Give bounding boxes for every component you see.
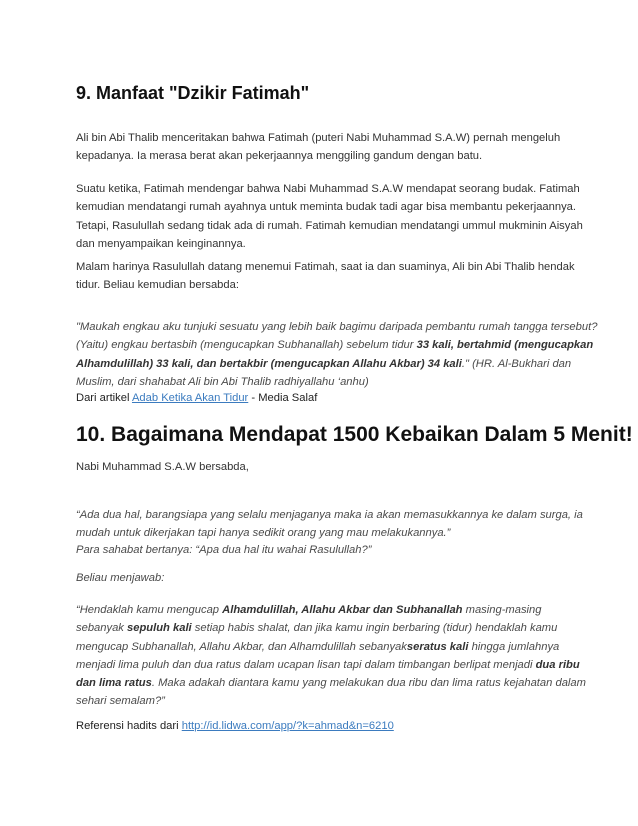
text-line: hingga jumlahnya [468, 640, 560, 653]
text-line: dan menyampaikan keinginannya. [76, 237, 246, 250]
text-line: Tetapi, Rasulullah sedang tidak ada di rumah. Fatimah kemudian mendatangi ummul mukminin Aisyah [76, 219, 583, 232]
paragraph-story [76, 180, 606, 253]
paragraph-night [76, 258, 606, 295]
bold-text: Alhamdulillah) 33 kali, dan bertakbir (mengucapkan Allahu Akbar) 34 kali [76, 357, 462, 370]
reference-link[interactable]: http://id.lidwa.com/app/?k=ahmad&n=6210 [181, 720, 394, 732]
text-line: ." (HR. Al-Bukhari dan [461, 357, 572, 370]
bold-text: Alhamdulillah, Allahu Akbar dan Subhanallah [222, 604, 463, 616]
companions-question: Para sahabat bertanya: “Apa dua hal itu wahai Rasulullah?” [76, 544, 372, 556]
text-line: Muslim, dari shahabat Ali bin Abi Thalib radhiyallahu ‘anhu) [76, 375, 369, 388]
prophet-answer-intro: Beliau menjawab: [76, 572, 165, 584]
prophet-answer [76, 601, 606, 711]
bold-text: 33 kali, bertahmid (mengucapkan [416, 339, 594, 352]
text-line: (Yaitu) engkau bertasbih (mengucapkan Subhanallah) sebelum tidur [76, 339, 417, 352]
bold-text: sepuluh kali [127, 622, 192, 635]
text-line: Malam harinya Rasulullah datang menemui Fatimah, saat ia dan suaminya, Ali bin Abi Thalib hendak [76, 261, 575, 273]
article-link[interactable]: Adab Ketika Akan Tidur [131, 392, 249, 404]
text-line: “Hendaklah kamu mengucap [76, 604, 223, 616]
text-line: tidur. Beliau kemudian bersabda: [76, 279, 239, 292]
source-suffix: - Media Salaf [248, 392, 318, 404]
reference-prefix: Referensi hadits dari [76, 720, 182, 732]
bold-text: seratus kali [406, 640, 469, 653]
text-line: “Ada dua hal, barangsiapa yang selalu menjaganya maka ia akan memasukkannya ke dalam surga, ia [76, 509, 583, 521]
text-line: menjadi lima puluh dan dua ratus dalam ucapan lisan tapi dalam timbangan berlipat menjadi [76, 658, 536, 671]
text-line: setiap habis shalat, dan jika kamu ingin berbaring (tidur) hendaklah kamu [191, 622, 558, 635]
text-line: Ali bin Abi Thalib menceritakan bahwa Fatimah (puteri Nabi Muhammad S.A.W) pernah mengeluh [76, 132, 561, 144]
section-9-heading: 9. Manfaat "Dzikir Fatimah" [76, 83, 310, 103]
text-line: . Maka adakah diantara kamu yang melakukan dua ribu dan lima ratus kejahatan dalam [151, 677, 586, 690]
bold-text: dan lima ratus [76, 677, 152, 690]
source-prefix: Dari artikel [76, 392, 132, 404]
reference-line [76, 717, 606, 735]
text-line: sehari semalam?” [76, 695, 165, 708]
bold-text: dua ribu [535, 658, 580, 671]
paragraph-intro-10: Nabi Muhammad S.A.W bersabda, [76, 461, 249, 473]
text-line: kepadanya. Ia merasa berat akan pekerjaannya menggiling gandum dengan batu. [76, 150, 483, 163]
text-line: masing-masing [462, 604, 542, 616]
text-line: kemudian mendatangi rumah ayahnya untuk meminta budak tadi agar bisa membantu pekerjaannya. [76, 201, 577, 214]
text-line: Suatu ketika, Fatimah mendengar bahwa Nabi Muhammad S.A.W mendapat seorang budak. Fatimah [76, 183, 580, 195]
source-line [76, 389, 606, 407]
text-line: mengucap Subhanallah, Allahu Akbar, dan Alhamdulillah sebanyak [76, 640, 407, 653]
hadith-quote [76, 318, 606, 391]
text-line: sebanyak [76, 622, 127, 635]
section-10-heading: 10. Bagaimana Mendapat 1500 Kebaikan Dalam 5 Menit! [76, 423, 633, 446]
hadith-quote-1 [76, 506, 606, 543]
paragraph-intro [76, 129, 606, 166]
text-line: mudah untuk dikerjakan tapi hanya sedikit orang yang mau melakukannya.” [76, 527, 451, 540]
text-line: "Maukah engkau aku tunjuki sesuatu yang lebih baik bagimu daripada pembantu rumah tangga tersebut? [76, 321, 598, 333]
